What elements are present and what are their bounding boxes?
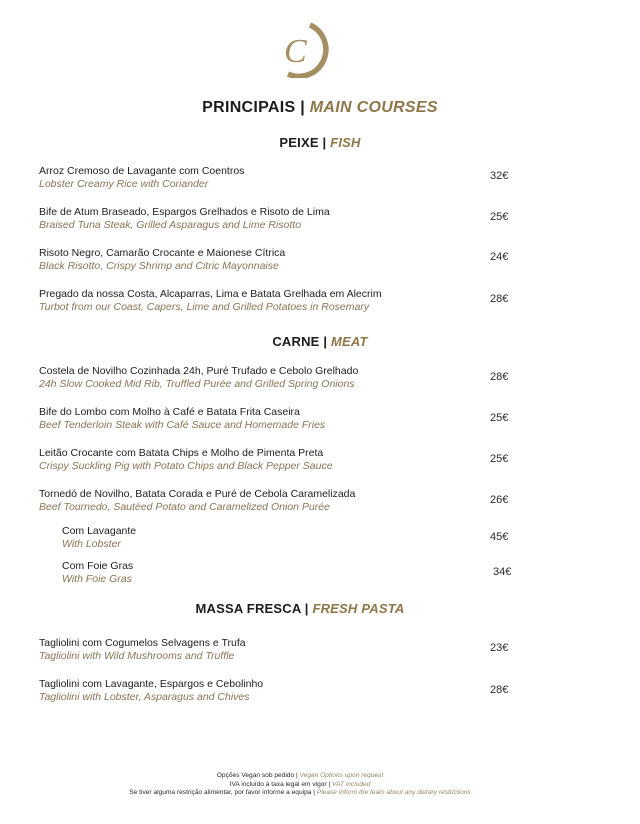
section-en: FRESH PASTA	[312, 601, 405, 616]
section-separator: |	[304, 601, 309, 616]
footer-en: Please inform the team about any dietary restrictions	[316, 789, 471, 796]
footer-en: Vegan Options upon request	[299, 772, 384, 779]
menu-item	[39, 406, 559, 431]
item-price: 25€	[490, 412, 509, 424]
item-name-en: With Lobster	[62, 538, 121, 550]
item-name-en: Tagliolini with Lobster, Asparagus and Chives	[39, 691, 250, 703]
menu-item	[39, 206, 559, 231]
menu-item	[39, 288, 559, 313]
menu-item	[39, 637, 559, 662]
section-title-fish	[0, 135, 640, 150]
item-name-pt: Risoto Negro, Camarão Crocante e Maionese Cítrica	[39, 247, 286, 259]
item-name-en: Turbot from our Coast, Capers, Lime and Grilled Potatoes in Rosemary	[39, 301, 370, 313]
menu-item	[39, 247, 559, 272]
footer-line-vegan	[0, 772, 600, 781]
item-name-pt: Costela de Novilho Cozinhada 24h, Puré Trufado e Cebolo Grelhado	[39, 365, 359, 377]
footer-pt: Opções Vegan sob pedido |	[216, 772, 300, 779]
item-name-pt: Com Foie Gras	[62, 560, 134, 572]
menu-item	[39, 488, 559, 513]
item-price: 25€	[490, 453, 509, 465]
item-name-en: 24h Slow Cooked Mid Rib, Truffled Purée and Grilled Spring Onions	[39, 378, 355, 390]
item-name-en: Tagliolini with Wild Mushrooms and Truffle	[39, 650, 235, 662]
item-price: 25€	[490, 211, 509, 223]
menu-item	[39, 447, 559, 472]
section-en: FISH	[330, 135, 361, 150]
menu-item	[39, 165, 559, 190]
item-price: 23€	[490, 642, 509, 654]
footer-pt: Se tiver alguma restrição alimentar, por favor informe a equipa |	[129, 789, 317, 796]
item-name-en: Black Risotto, Crispy Shrimp and Citric Mayonnaise	[39, 260, 279, 272]
item-price: 28€	[490, 684, 509, 696]
page-title	[0, 99, 640, 117]
footer-en: VAT included	[332, 780, 371, 788]
section-en: MEAT	[331, 334, 368, 349]
item-name-en: Beef Tenderloin Steak with Café Sauce and Homemade Fries	[39, 419, 326, 431]
item-price: 28€	[490, 293, 509, 305]
item-name-pt: Tagliolini com Lavagante, Espargos e Cebolinho	[39, 678, 264, 690]
item-name-en: Crispy Suckling Pig with Potato Chips and Black Pepper Sauce	[39, 460, 333, 472]
item-name-en: With Foie Gras	[62, 573, 132, 585]
item-price: 24€	[490, 251, 509, 263]
item-name-pt: Leitão Crocante com Batata Chips e Molho de Pimenta Preta	[39, 447, 324, 459]
footer-notes	[0, 772, 600, 798]
section-pt: MASSA FRESCA	[195, 601, 301, 616]
svg-text:C: C	[284, 33, 307, 70]
item-price: 32€	[490, 170, 509, 182]
title-separator: |	[300, 99, 306, 116]
menu-item	[39, 678, 559, 703]
item-name-en: Lobster Creamy Rice with Coriander	[39, 178, 209, 190]
title-pt: PRINCIPAIS	[202, 99, 296, 116]
menu-item	[39, 365, 559, 390]
item-name-pt: Bife do Lombo com Molho à Café e Batata Frita Caseira	[39, 406, 300, 418]
title-en: MAIN COURSES	[309, 99, 438, 116]
c-logo-icon	[280, 22, 330, 78]
footer-pt: IVA incluído à taxa legal em vigor |	[229, 780, 332, 788]
item-price: 45€	[490, 531, 509, 543]
section-separator: |	[323, 334, 328, 349]
item-price: 28€	[490, 371, 509, 383]
item-name-en: Beef Tournedo, Sautéed Potato and Caramelized Onion Purée	[39, 501, 330, 513]
item-name-pt: Bife de Atum Braseado, Espargos Grelhados e Risoto de Lima	[39, 206, 330, 218]
item-name-pt: Pregado da nossa Costa, Alcaparras, Lima e Batata Grelhada em Alecrim	[39, 288, 382, 300]
section-pt: PEIXE	[279, 135, 319, 150]
footer-line-dietary	[0, 789, 600, 798]
section-pt: CARNE	[272, 334, 320, 349]
item-price: 26€	[490, 494, 509, 506]
item-name-pt: Arroz Cremoso de Lavagante com Coentros	[39, 165, 245, 177]
footer-line-vat	[0, 781, 600, 790]
item-name-pt: Tornedó de Novilho, Batata Corada e Puré de Cebola Caramelizada	[39, 488, 356, 500]
item-name-en: Braised Tuna Steak, Grilled Asparagus and Lime Risotto	[39, 219, 302, 231]
section-separator: |	[322, 135, 327, 150]
section-title-meat	[0, 334, 640, 349]
item-name-pt: Com Lavagante	[62, 525, 137, 537]
item-name-pt: Tagliolini com Cogumelos Selvagens e Trufa	[39, 637, 246, 649]
section-title-fresh-pasta	[0, 601, 600, 616]
item-price: 34€	[493, 566, 512, 578]
